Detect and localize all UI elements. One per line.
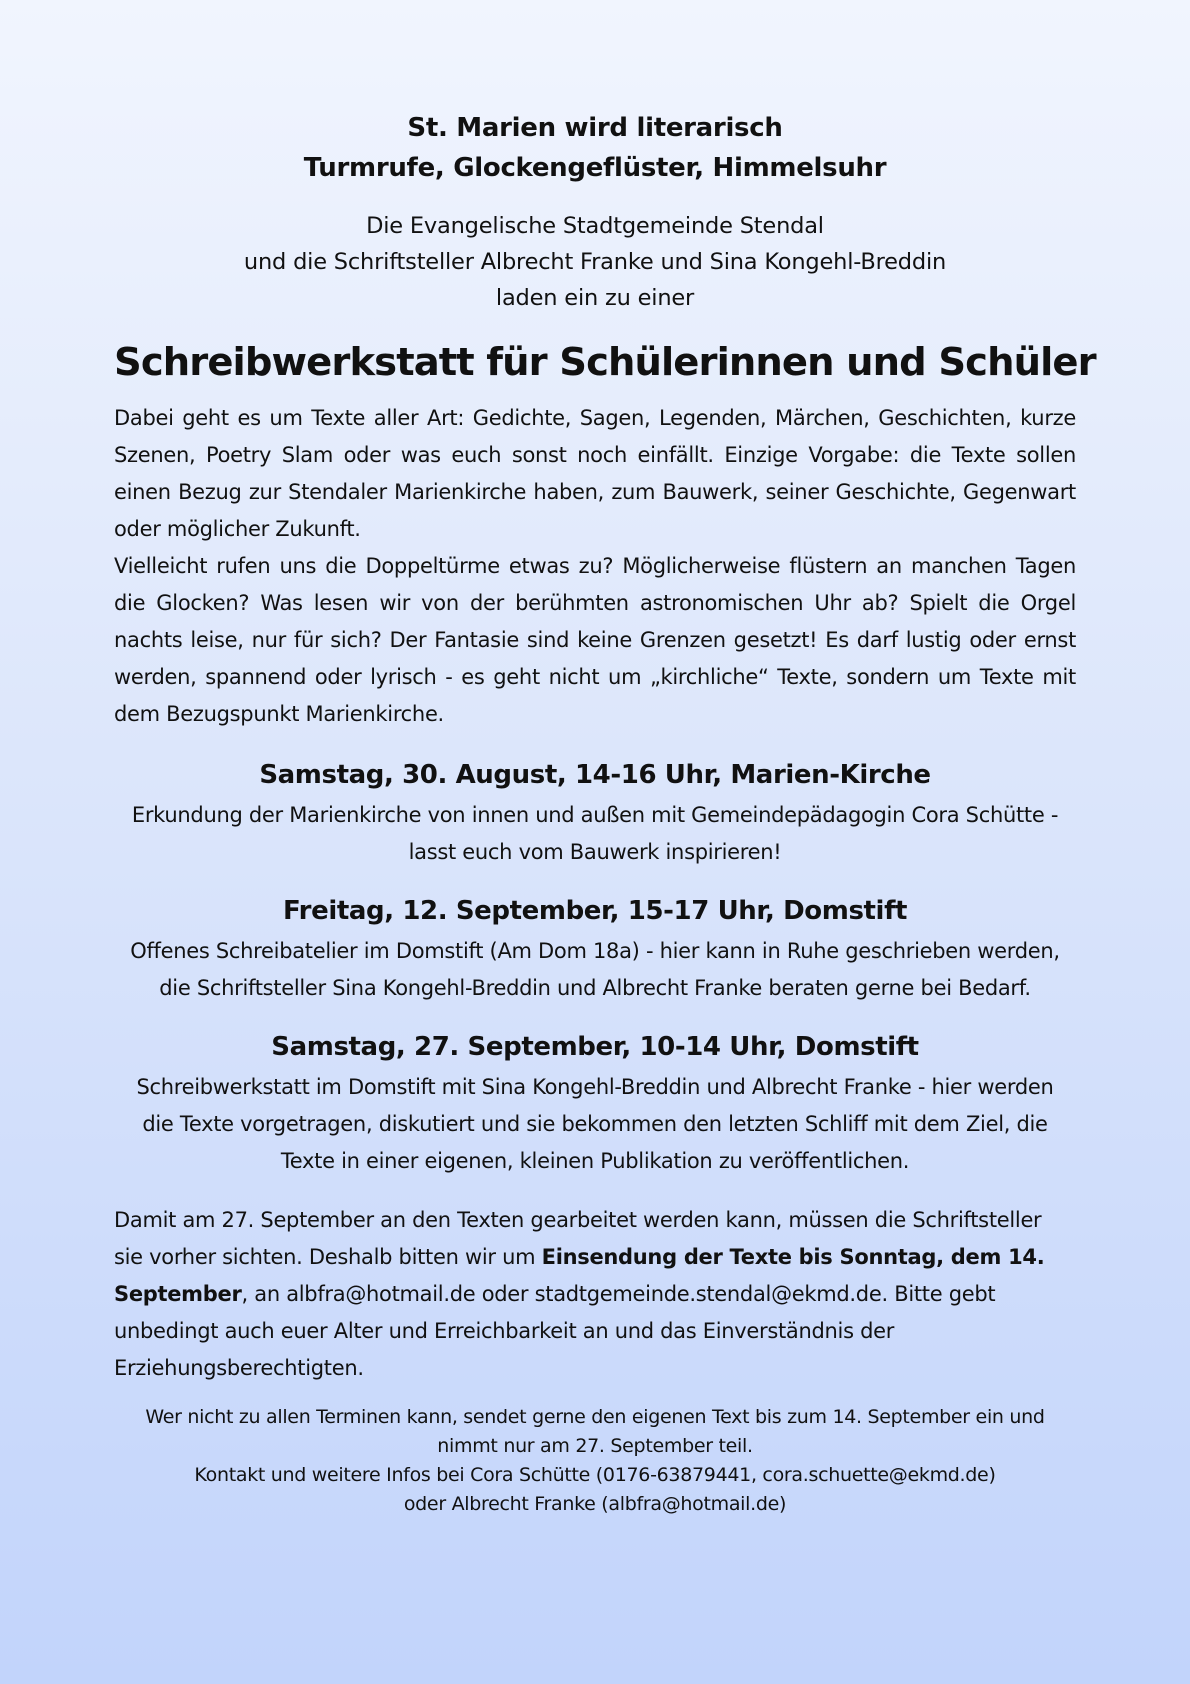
submission-text-after: , an albfra@hotmail.de oder stadtgemeinde.stendal@ekmd.de. Bitte gebt unbedingt auch euer Alter und Erreichbarkeit an und das Einverständnis der Erziehungsberechtigten.: [114, 1282, 996, 1380]
event-3-line-3: Texte in einer eigenen, kleinen Publikation zu veröffentlichen.: [280, 1149, 910, 1173]
intro-paragraph-1: Dabei geht es um Texte aller Art: Gedichte, Sagen, Legenden, Märchen, Geschichten, kurze Szenen, Poetry Slam oder was euch sonst noch einfällt. Einzige Vorgabe: die Texte sollen einen Bezug zur Stendaler Marienkirche haben, zum Bauwerk, seiner Geschichte, Gegenwart oder möglicher Zukunft.: [114, 406, 1076, 541]
intro-paragraph-2: Vielleicht rufen uns die Doppeltürme etwas zu? Möglicherweise flüstern an manchen Tagen die Glocken? Was lesen wir von der berühmten astronomischen Uhr ab? Spielt die Orgel nachts leise, nur für sich? Der Fantasie sind keine Grenzen gesetzt! Es darf lustig oder ernst werden, spannend oder lyrisch - es geht nicht um „kirchliche“ Texte, sondern um Texte mit dem Bezugspunkt Marienkirche.: [114, 554, 1076, 726]
invitation-line-3: laden ein zu einer: [495, 285, 695, 311]
footer-line-1: Wer nicht zu allen Terminen kann, sendet gerne den eigenen Text bis zum 14. September ein und: [145, 1406, 1045, 1428]
submission-deadline: Einsendung der Texte bis Sonntag, dem 14. September: [114, 1245, 1045, 1306]
event-3-description: [114, 1069, 1076, 1180]
event-1-line-1: Erkundung der Marienkirche von innen und außen mit Gemeindepädagogin Cora Schütte -: [131, 803, 1059, 827]
page-headline: Schreibwerkstatt für Schülerinnen und Schüler: [114, 340, 1096, 385]
event-1: [114, 753, 1076, 871]
event-2: [114, 889, 1076, 1007]
flyer-subtitle: Turmrufe, Glockengeflüster, Himmelsuhr: [303, 153, 887, 183]
event-1-description: [114, 797, 1076, 871]
event-2-line-2: die Schriftsteller Sina Kongehl-Breddin und Albrecht Franke beraten gerne bei Bedarf.: [159, 976, 1031, 1000]
event-3: [114, 1025, 1076, 1180]
event-2-heading: Freitag, 12. September, 15-17 Uhr, Domstift: [282, 896, 908, 926]
contact-footer: [114, 1403, 1076, 1519]
event-3-line-2: die Texte vorgetragen, diskutiert und sie bekommen den letzten Schliff mit dem Ziel, die: [142, 1112, 1048, 1136]
event-3-line-1: Schreibwerkstatt im Domstift mit Sina Kongehl-Breddin und Albrecht Franke - hier werden: [136, 1075, 1054, 1099]
footer-line-2: nimmt nur am 27. September teil.: [437, 1435, 753, 1457]
submission-notice: [114, 1202, 1076, 1387]
event-1-heading: Samstag, 30. August, 14-16 Uhr, Marien-Kirche: [259, 760, 931, 790]
intro-text: [114, 400, 1076, 733]
invitation-line-1: Die Evangelische Stadtgemeinde Stendal: [366, 213, 824, 239]
invitation-block: [114, 208, 1076, 316]
event-1-line-2: lasst euch vom Bauwerk inspirieren!: [408, 840, 782, 864]
submission-text-before: Damit am 27. September an den Texten gearbeitet werden kann, müssen die Schriftsteller sie vorher sichten. Deshalb bitten wir um: [114, 1208, 1042, 1269]
title-block: [114, 108, 1076, 188]
footer-line-3: Kontakt und weitere Infos bei Cora Schütte (0176-63879441, cora.schuette@ekmd.de): [194, 1464, 996, 1486]
event-2-line-1: Offenes Schreibatelier im Domstift (Am Dom 18a) - hier kann in Ruhe geschrieben werden,: [130, 939, 1060, 963]
flyer-title: St. Marien wird literarisch: [407, 113, 783, 143]
footer-line-4: oder Albrecht Franke (albfra@hotmail.de): [403, 1493, 787, 1515]
event-3-heading: Samstag, 27. September, 10-14 Uhr, Domstift: [271, 1032, 919, 1062]
event-2-description: [114, 933, 1076, 1007]
invitation-line-2: und die Schriftsteller Albrecht Franke und Sina Kongehl-Breddin: [243, 249, 947, 275]
